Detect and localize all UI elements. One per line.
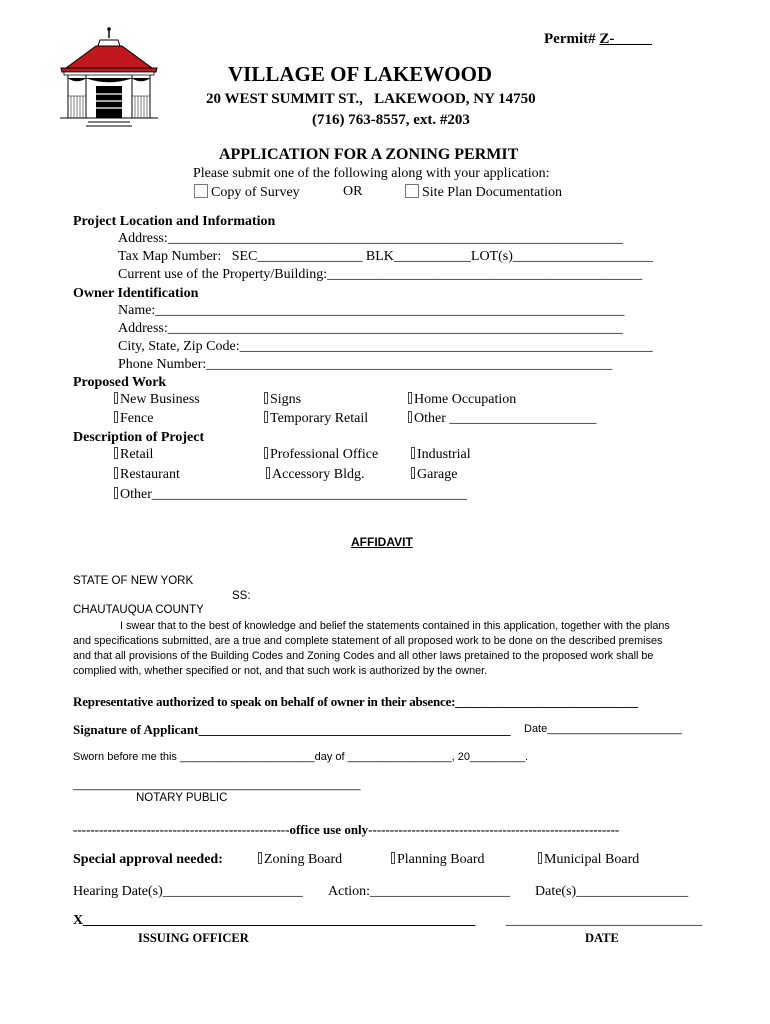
work-home-occupation[interactable] bbox=[408, 392, 516, 408]
work-label: Other _____________________ bbox=[414, 411, 597, 426]
affidavit-ss: SS: bbox=[232, 590, 251, 602]
desc-label: Garage bbox=[417, 467, 458, 482]
checkbox-icon[interactable] bbox=[258, 852, 262, 864]
gazebo-logo bbox=[56, 26, 162, 128]
board-label: Municipal Board bbox=[544, 852, 640, 867]
board-planning[interactable] bbox=[391, 852, 485, 868]
work-other[interactable] bbox=[408, 411, 596, 427]
desc-label: Professional Office bbox=[270, 447, 379, 462]
checkbox-icon[interactable] bbox=[114, 411, 118, 423]
desc-accessory-bldg[interactable] bbox=[266, 467, 365, 483]
permit-prefix: Z- bbox=[599, 31, 615, 47]
desc-label: Retail bbox=[120, 447, 154, 462]
desc-retail[interactable] bbox=[114, 447, 153, 463]
permit-number bbox=[544, 31, 652, 48]
board-municipal[interactable] bbox=[538, 852, 639, 868]
form-heading: APPLICATION FOR A ZONING PERMIT bbox=[219, 146, 519, 163]
desc-label: Industrial bbox=[417, 447, 471, 462]
work-signs[interactable] bbox=[264, 392, 301, 408]
desc-professional-office[interactable] bbox=[264, 447, 378, 463]
checkbox-icon[interactable] bbox=[411, 447, 415, 459]
action-field[interactable]: Action:____________________ bbox=[328, 884, 510, 899]
survey-checkbox[interactable] bbox=[194, 184, 208, 198]
desc-restaurant[interactable] bbox=[114, 467, 180, 483]
affidavit-text-2: and specifications submitted, are a true and complete statement of all proposed work to be done on the described premises bbox=[73, 635, 663, 647]
affidavit-text-1: I swear that to the best of knowledge and belief the statements contained in this application, together with the plans bbox=[120, 620, 670, 632]
desc-label: Accessory Bldg. bbox=[272, 467, 365, 482]
board-label: Zoning Board bbox=[264, 852, 343, 867]
checkbox-icon[interactable] bbox=[114, 467, 118, 479]
permit-label: Permit# bbox=[544, 31, 596, 47]
checkbox-icon[interactable] bbox=[408, 411, 412, 423]
notary-label: NOTARY PUBLIC bbox=[136, 792, 228, 804]
project-address-field[interactable]: Address:_________________________________________________________________ bbox=[118, 231, 623, 246]
issuing-officer-signature-line[interactable]: X________________________________________________________ bbox=[73, 913, 476, 928]
option-site-plan[interactable] bbox=[405, 184, 562, 201]
work-new-business[interactable] bbox=[114, 392, 200, 408]
description-heading: Description of Project bbox=[73, 430, 205, 445]
desc-other[interactable] bbox=[114, 487, 467, 503]
special-approval-label: Special approval needed: bbox=[73, 852, 223, 867]
option-survey[interactable] bbox=[194, 184, 300, 201]
issuing-officer-label: ISSUING OFFICER bbox=[138, 931, 249, 945]
desc-industrial[interactable] bbox=[411, 447, 471, 463]
issue-date-line[interactable]: ____________________________ bbox=[506, 913, 702, 928]
office-use-divider: --------------------------------------------------office use only---------------------------------------------------------- bbox=[73, 822, 620, 837]
checkbox-icon[interactable] bbox=[264, 392, 268, 404]
project-heading: Project Location and Information bbox=[73, 214, 276, 229]
affidavit-heading: AFFIDAVIT bbox=[351, 535, 413, 549]
current-use-field[interactable]: Current use of the Property/Building:_____________________________________________ bbox=[118, 267, 643, 282]
survey-label: Copy of Survey bbox=[211, 185, 300, 200]
tax-map-field[interactable]: Tax Map Number: SEC_______________ BLK___________LOT(s)____________________ bbox=[118, 249, 653, 264]
or-label: OR bbox=[343, 184, 363, 199]
owner-heading: Owner Identification bbox=[73, 286, 199, 301]
desc-label: Restaurant bbox=[120, 467, 180, 482]
work-label: New Business bbox=[120, 392, 200, 407]
work-label: Fence bbox=[120, 411, 154, 426]
checkbox-icon[interactable] bbox=[538, 852, 542, 864]
date-label: DATE bbox=[585, 931, 619, 945]
applicant-signature-field[interactable]: Signature of Applicant________________________________________________ bbox=[73, 722, 511, 737]
sworn-statement[interactable]: Sworn before me this ______________________day of _________________, 20_________. bbox=[73, 751, 529, 763]
affidavit-county: CHAUTAUQUA COUNTY bbox=[73, 604, 204, 616]
dates-field[interactable]: Date(s)________________ bbox=[535, 884, 689, 899]
affidavit-state: STATE OF NEW YORK bbox=[73, 575, 194, 587]
work-label: Temporary Retail bbox=[270, 411, 369, 426]
owner-name-field[interactable]: Name:___________________________________________________________________ bbox=[118, 303, 625, 318]
checkbox-icon[interactable] bbox=[266, 467, 270, 479]
desc-label: Other_____________________________________________ bbox=[120, 487, 467, 502]
office-address: 20 WEST SUMMIT ST., LAKEWOOD, NY 14750 bbox=[206, 91, 536, 107]
checkbox-icon[interactable] bbox=[264, 447, 268, 459]
checkbox-icon[interactable] bbox=[114, 487, 118, 499]
checkbox-icon[interactable] bbox=[114, 447, 118, 459]
checkbox-icon[interactable] bbox=[114, 392, 118, 404]
work-temporary-retail[interactable] bbox=[264, 411, 368, 427]
site-plan-checkbox[interactable] bbox=[405, 184, 419, 198]
checkbox-icon[interactable] bbox=[264, 411, 268, 423]
checkbox-icon[interactable] bbox=[408, 392, 412, 404]
affidavit-text-4: complied with, whether specified or not, and that such work is authorized by the owner. bbox=[73, 665, 488, 677]
checkbox-icon[interactable] bbox=[391, 852, 395, 864]
owner-address-field[interactable]: Address:_________________________________________________________________ bbox=[118, 321, 623, 336]
owner-city-field[interactable]: City, State, Zip Code:___________________________________________________________ bbox=[118, 339, 653, 354]
work-fence[interactable] bbox=[114, 411, 153, 427]
affidavit-text-3: and that all provisions of the Building Codes and Zoning Codes and all other laws pretained to the proposed work shall be bbox=[73, 650, 654, 662]
board-zoning[interactable] bbox=[258, 852, 342, 868]
form-instruction: Please submit one of the following along with your application: bbox=[193, 166, 550, 181]
permit-blank: _____ bbox=[614, 31, 652, 47]
work-label: Home Occupation bbox=[414, 392, 517, 407]
owner-phone-field[interactable]: Phone Number:__________________________________________________________ bbox=[118, 357, 613, 372]
board-label: Planning Board bbox=[397, 852, 485, 867]
office-phone: (716) 763-8557, ext. #203 bbox=[312, 112, 470, 128]
work-label: Signs bbox=[270, 392, 302, 407]
site-plan-label: Site Plan Documentation bbox=[422, 185, 562, 200]
hearing-date-field[interactable]: Hearing Date(s)____________________ bbox=[73, 884, 303, 899]
applicant-date-field[interactable]: Date______________________ bbox=[524, 723, 682, 735]
proposed-work-heading: Proposed Work bbox=[73, 375, 167, 390]
desc-garage[interactable] bbox=[411, 467, 457, 483]
notary-signature-line[interactable]: _______________________________________________ bbox=[73, 779, 361, 791]
page-title: VILLAGE OF LAKEWOOD bbox=[228, 62, 493, 86]
checkbox-icon[interactable] bbox=[411, 467, 415, 479]
representative-field[interactable]: Representative authorized to speak on behalf of owner in their absence:_____________________________ bbox=[73, 694, 638, 709]
